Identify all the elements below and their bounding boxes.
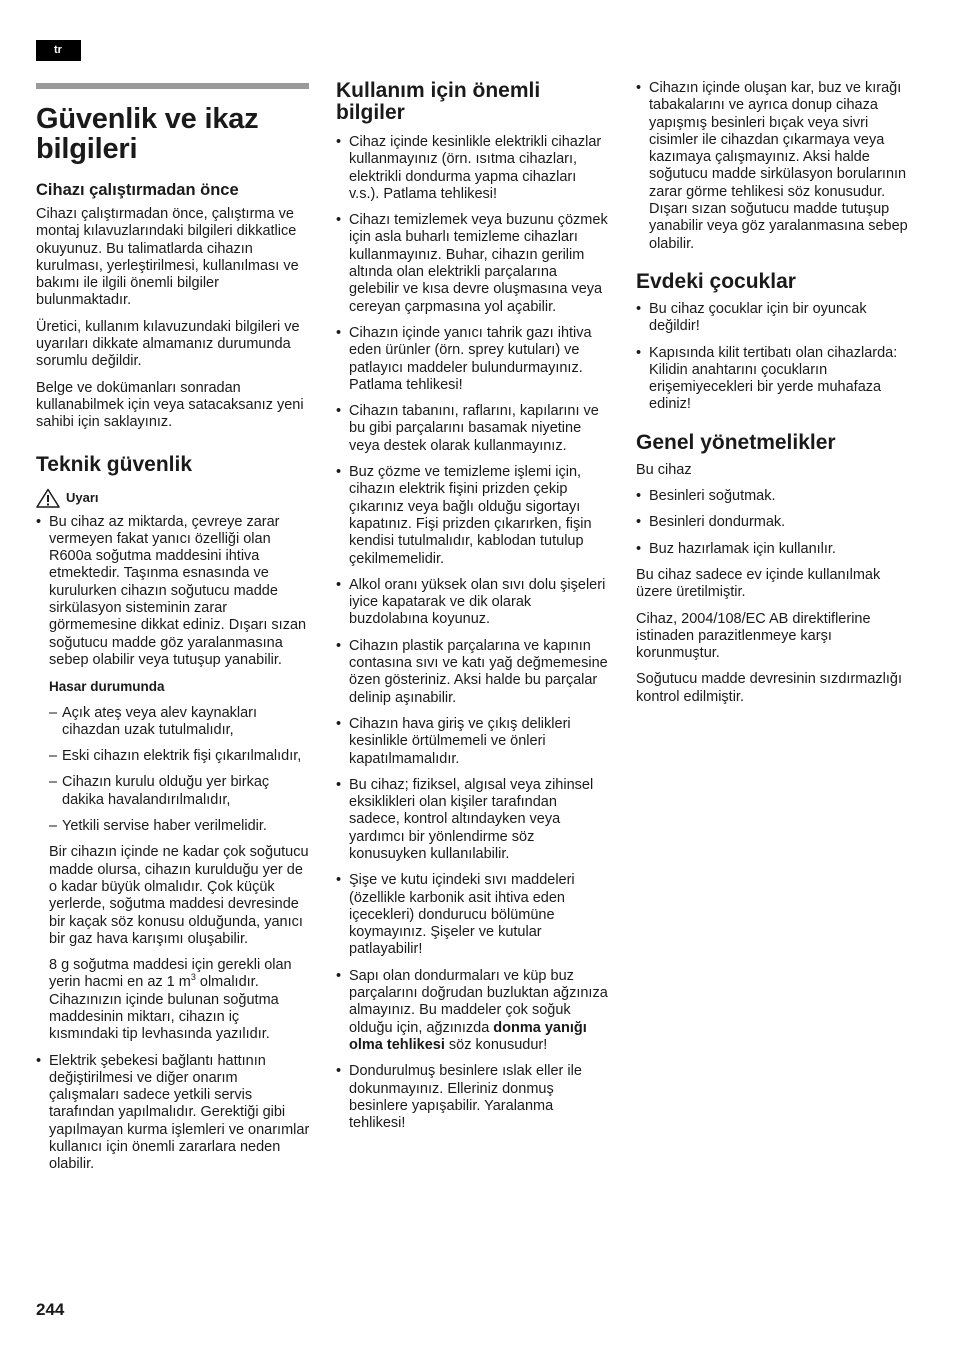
column-1 <box>36 104 310 1183</box>
list-item <box>636 301 912 336</box>
technical-safety-heading: Teknik güvenlik <box>36 452 192 476</box>
general-regulations-heading: Genel yönetmelikler <box>636 430 836 454</box>
list-item-text: Bu cihaz çocuklar için bir oyuncak değildir! <box>649 300 867 335</box>
important-info-list-cont <box>636 80 912 253</box>
list-item-text: Buz hazırlamak için kullanılır. <box>649 540 836 557</box>
ice-item-bold: donma yanığı olma tehlikesi <box>349 1019 587 1053</box>
bullet-glyph: • <box>636 540 642 557</box>
list-item <box>336 638 610 707</box>
list-item-text: Cihazın içinde yanıcı tahrik gazı ihtiva eden ürünler (örn. sprey kutuları) ve patlayıcı maddeler bulundurmayınız. Patlama tehlikesi! <box>349 324 592 393</box>
page-title: Güvenlik ve ikaz bilgileri <box>36 103 259 165</box>
technical-safety-list <box>36 514 310 1174</box>
list-item-text: Elektrik şebekesi bağlantı hattının değiştirilmesi ve diğer onarım çalışmaları sadece yetkili servis tarafından yapılmalıdır. Gerektiği gibi yapılmayan kurma işlemleri ve onarımlar kullanıcı için önemli zararlara neden olabilir. <box>49 1052 310 1173</box>
before-use-heading: Cihazı çalıştırmadan önce <box>36 181 239 199</box>
list-item <box>336 212 610 316</box>
dash-glyph: – <box>49 748 58 765</box>
list-item <box>336 134 610 203</box>
paragraph: Bu cihaz sadece ev içinde kullanılmak üzere üretilmiştir. <box>636 566 881 601</box>
bullet-glyph: • <box>636 488 642 505</box>
damage-list <box>49 705 310 836</box>
list-item-text: Cihazın plastik parçalarına ve kapının contasına sıvı ve katı yağ değmemesine özen gösteriniz. Aksi halde bu parçalar delinip aşınabilir. <box>349 637 608 706</box>
list-item <box>36 514 310 1044</box>
dash-item <box>49 774 310 809</box>
list-item-text: Kapısında kilit tertibatı olan cihazlarda: Kilidin anahtarını çocukların erişemiyecekleri bir yerde muhafaza ediniz! <box>649 344 898 413</box>
usage-list <box>636 488 912 558</box>
dash-item <box>49 705 310 740</box>
dash-item <box>49 748 310 765</box>
dash-glyph: – <box>49 774 58 791</box>
paragraph: Soğutucu madde devresinin sızdırmazlığı kontrol edilmiştir. <box>636 671 902 705</box>
language-tab: tr <box>36 40 81 61</box>
list-item-text: Besinleri dondurmak. <box>649 514 786 531</box>
bullet-glyph: • <box>636 344 642 361</box>
bullet-glyph: • <box>636 80 642 96</box>
list-item <box>336 1063 610 1132</box>
important-info-list <box>336 134 610 1132</box>
list-item-text: Cihazın tabanını, raflarını, kapılarını ve bu gibi parçalarını basamak niyetine veya destek olarak kullanmayınız. <box>349 403 599 454</box>
list-item <box>636 345 912 414</box>
bullet-glyph: • <box>336 637 342 654</box>
list-item-text: Bu cihaz az miktarda, çevreye zarar vermeyen fakat yanıcı özelliği olan R600a soğutma maddesini ihtiva etmektedir. Taşınma esnasında ve kurulurken cihazın soğutucu madde sirkülasyon sisteminin zarar görmemesine dikkat ediniz. Dışarı sızan soğutucu madde göz yaralanmasına sebep olabilir veya tutuşup yanabilir. <box>49 513 307 668</box>
bullet-glyph: • <box>636 300 642 317</box>
bullet-glyph: • <box>336 576 342 593</box>
list-item <box>336 716 610 768</box>
list-item-text: Bu cihaz; fiziksel, algısal veya zihinsel eksiklikleri olan kişiler tarafından sadece, kontrol altındayken veya yardımcı bir yönlendirme söz konusuyken kullanılabilir. <box>349 776 594 862</box>
list-item-text: Cihaz içinde kesinlikle elektrikli cihazlar kullanmayınız (örn. ısıtma cihazları, elektrikli dondurma yapma cihazları v.s.). Patlama tehlikesi! <box>349 134 602 202</box>
list-item-text: Cihazın hava giriş ve çıkış delikleri kesinlikle örtülmemeli ve önleri kapatılmamalıdır. <box>349 715 571 767</box>
bullet-glyph: • <box>336 134 342 150</box>
warning-triangle-icon <box>36 488 60 508</box>
paragraph: Cihazı çalıştırmadan önce, çalıştırma ve montaj kılavuzlarındaki bilgileri dikkatlice okuyunuz. Bu talimatlarda cihazın kurulması, yerleştirilmesi, kullanılması ve bakımı ile ilgili önemli bilgiler bulunmaktadır. <box>36 206 299 309</box>
children-heading: Evdeki çocuklar <box>636 269 796 293</box>
paragraph: Üretici, kullanım kılavuzundaki bilgileri ve uyarıları dikkate almamanız durumunda sorumlu değildir. <box>36 318 300 370</box>
dash-item-text: Yetkili servise haber verilmelidir. <box>62 818 267 835</box>
list-item <box>36 1053 310 1174</box>
dash-item-text: Eski cihazın elektrik fişi çıkarılmalıdır, <box>62 748 302 765</box>
list-item <box>336 777 610 863</box>
page-number: 244 <box>36 1300 65 1319</box>
damage-heading: Hasar durumunda <box>49 679 165 695</box>
list-item <box>636 514 912 531</box>
dash-item-text: Açık ateş veya alev kaynakları cihazdan uzak tutulmalıdır, <box>62 704 258 738</box>
ice-item-text: Sapı olan dondurmaları ve küp buz parçalarını doğrudan buzluktan ağzınıza almayınız. Bu maddeler çok soğuk olduğu için, ağzınızda <box>349 967 608 1036</box>
bullet-glyph: • <box>336 872 342 889</box>
list-item <box>636 488 912 505</box>
bullet-glyph: • <box>336 776 342 793</box>
list-item-text: Besinleri soğutmak. <box>649 488 776 505</box>
list-item <box>336 872 610 958</box>
paragraph: Bir cihazın içinde ne kadar çok soğutucu madde olursa, cihazın kurulduğu yer de o kadar büyük olmalıdır. Çok küçük yerlerde, soğutma maddesi devresinde bir kaçak söz konusu olduğunda, yanıcı bir gaz hava karışımı oluşabilir. <box>49 844 309 947</box>
paragraph: Cihaz, 2004/108/EC AB direktiflerine istinaden parazitlenmeye karşı korunmuştur. <box>636 610 871 662</box>
children-list <box>636 301 912 414</box>
list-item <box>336 325 610 394</box>
list-item-text: Cihazın içinde oluşan kar, buz ve kırağı tabakalarını ve ayrıca donup cihaza yapışmış besinleri bıçak veya sivri cisimler ile cihazdan çıkarmaya veya kazımaya çalışmayınız. Aksi halde soğutucu madde sirkülasyon borularının zarar görme tehlikesi söz konusudur. Dışarı sızan soğutucu madde tutuşup yanabilir veya göz yaralanmasına sebep olabilir. <box>649 80 908 252</box>
column-2 <box>336 80 610 1141</box>
dash-item-text: Cihazın kurulu olduğu yer birkaç dakika havalandırılmalıdır, <box>62 774 270 808</box>
list-item <box>336 577 610 629</box>
warning-label-row <box>36 488 310 508</box>
bullet-glyph: • <box>36 1052 42 1069</box>
bullet-glyph: • <box>336 1063 342 1080</box>
bullet-glyph: • <box>336 967 342 984</box>
list-item-text: Şişe ve kutu içindeki sıvı maddeleri (özellikle karbonik asit ihtiva eden içecekleri) dondurucu bölümüne koymayınız. Şişeler ve kutular patlayabilir! <box>349 872 575 958</box>
note2-text: 8 g soğutma maddesi için gerekli olan yerin hacmi en az 1 m <box>49 957 292 991</box>
dash-glyph: – <box>49 818 58 835</box>
paragraph: Bu cihaz <box>636 461 692 478</box>
column-3 <box>636 80 912 715</box>
bullet-glyph: • <box>336 715 342 732</box>
list-item-text: Cihazı temizlemek veya buzunu çözmek için asla buharlı temizleme cihazları kullanmayınız. Buhar, cihazın gerilim altında olan elektrikli parçalarına gelebilir ve kısa devre oluşmasına veya cereyan çarpmasına yol açabilir. <box>349 212 608 315</box>
warning-label: Uyarı <box>66 489 99 505</box>
bullet-glyph: • <box>36 513 42 530</box>
important-info-heading: Kullanım için önemli bilgiler <box>336 79 541 124</box>
list-item-text: Buz çözme ve temizleme işlemi için, cihazın elektrik fişini prizden çekip çıkarınız veya bağlı olduğu sigortayı kapatınız. Fişi prizden çıkarırken, fişin kendisi tutulmalıdır, kablodan tutulup çekilmemelidir. <box>349 464 592 567</box>
bullet-glyph: • <box>636 514 642 531</box>
dash-glyph: – <box>49 704 58 721</box>
bullet-glyph: • <box>336 212 342 229</box>
bullet-glyph: • <box>336 403 342 420</box>
list-item <box>636 541 912 558</box>
paragraph <box>49 957 310 1043</box>
list-item <box>336 403 610 455</box>
bullet-glyph: • <box>336 324 342 341</box>
list-item <box>336 968 610 1054</box>
note2-text-cont: olmalıdır. Cihazınızın içinde bulunan soğutma maddesinin miktarı, cihazın iç kısmındaki tip levhasında yazılıdır. <box>49 974 279 1043</box>
list-item-text: Alkol oranı yüksek olan sıvı dolu şişeleri iyice kapatarak ve dik olarak buzdolabına koyunuz. <box>349 576 606 628</box>
list-item <box>336 464 610 568</box>
list-item-text: Dondurulmuş besinlere ıslak eller ile dokunmayınız. Elleriniz donmuş besinlere yapışabilir. Yaralanma tehlikesi! <box>349 1063 582 1132</box>
bullet-glyph: • <box>336 464 342 481</box>
title-rule <box>36 83 309 89</box>
ice-item-text-cont: söz konusudur! <box>444 1036 548 1053</box>
paragraph: Belge ve dokümanları sonradan kullanabilmek için veya satacaksanız yeni sahibi için saklayınız. <box>36 379 304 431</box>
list-item <box>636 80 912 253</box>
dash-item <box>49 818 310 835</box>
superscript: 3 <box>190 972 196 983</box>
